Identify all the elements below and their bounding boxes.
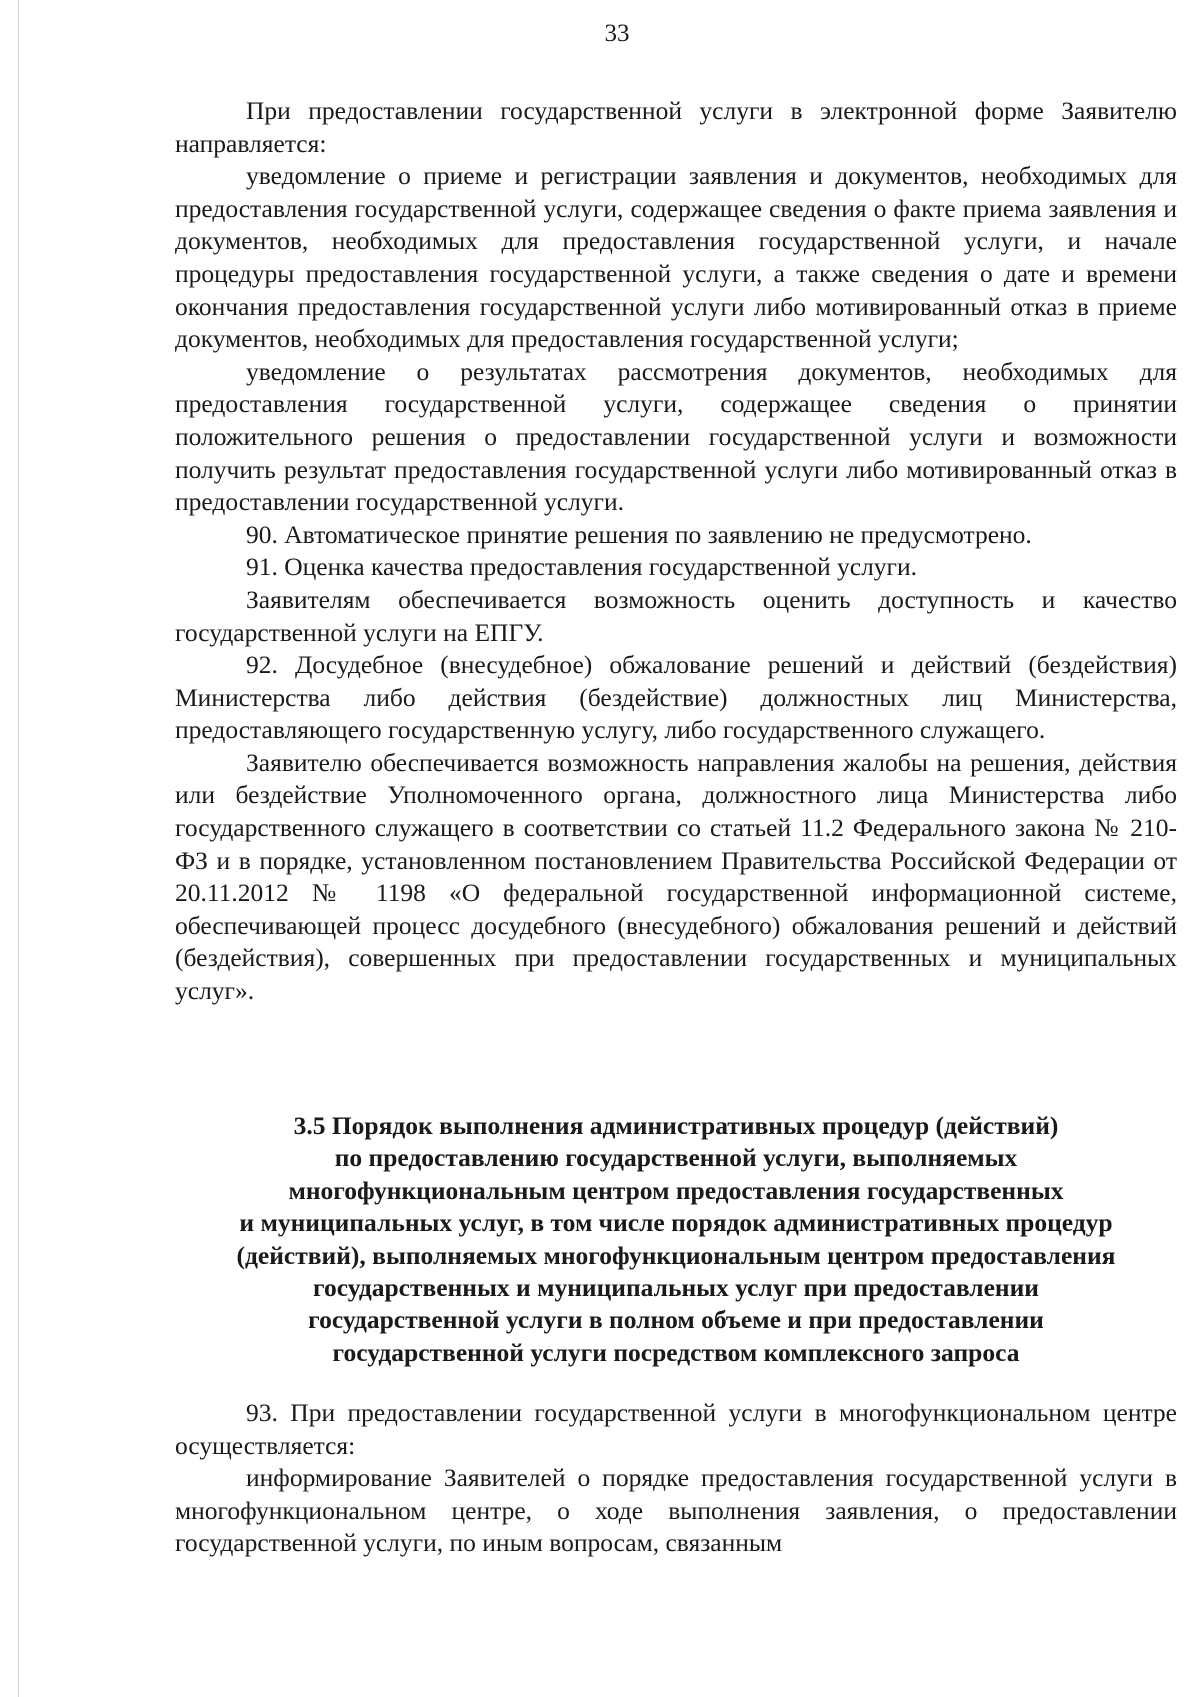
section-heading-line: государственной услуги в полном объеме и при предоставлении — [308, 1305, 1044, 1335]
paragraph-item-92: 92. Досудебное (внесудебное) обжалование решений и действий (бездействия) Министерства либо действия (бездействие) должностных лиц Министерства, предоставляющего государственную услугу, либо государственного служащего. — [175, 650, 1177, 745]
page-number: 33 — [604, 20, 630, 47]
section-heading-line: по предоставлению государственной услуги, выполняемых — [334, 1143, 1018, 1173]
paragraph-item-91: 91. Оценка качества предоставления государственной услуги. — [246, 552, 918, 582]
section-heading-3-5 — [175, 1110, 1177, 1369]
section-heading-line: государственной услуги посредством комплексного запроса — [332, 1337, 1020, 1367]
paragraph-notice-receipt: уведомление о приеме и регистрации заявления и документов, необходимых для предоставления государственной услуги, содержащее сведения о факте приема заявления и документов, необходимых для предоставления государственной услуги, и начале процедуры предоставления государственной услуги, а также сведения о дате и времени окончания предоставления государственной услуги либо мотивированный отказ в приеме документов, необходимых для предоставления государственной услуги; — [175, 161, 1177, 354]
paragraph-complaint: Заявителю обеспечивается возможность направления жалобы на решения, действия или бездействие Уполномоченного органа, должностного лица Министерства либо государственного служащего в соответствии со статьей 11.2 Федерального закона № 210-ФЗ и в порядке, установленном постановлением Правительства Российской Федерации от 20.11.2012 № 1198 «О федеральной государственной информационной системе, обеспечивающей процесс досудебного (внесудебного) обжалования решений и действий (бездействия), совершенных при предоставлении государственных и муниципальных услуг». — [175, 747, 1177, 1006]
section-heading-line: многофункциональным центром предоставления государственных — [288, 1175, 1064, 1205]
paragraph-quality-assessment: Заявителям обеспечивается возможность оценить доступность и качество государственной услуги на ЕПГУ. — [175, 584, 1177, 647]
body-text-upper — [175, 95, 1177, 1008]
section-heading-line: государственных и муниципальных услуг при предоставлении — [313, 1273, 1039, 1303]
paragraph-intro: При предоставлении государственной услуги в электронной форме Заявителю направляется: — [175, 96, 1177, 158]
paragraph-notice-results: уведомление о результатах рассмотрения документов, необходимых для предоставления государственной услуги, содержащее сведения о принятии положительного решения о предоставлении государственной услуги и возможности получить результат предоставления государственной услуги либо мотивированный отказ в предоставлении государственной услуги. — [175, 356, 1177, 517]
body-text-lower — [175, 1397, 1177, 1560]
paragraph-informing: информирование Заявителей о порядке предоставления государственной услуги в многофункциональном центре, о ходе выполнения заявления, о предоставлении государственной услуги, по иным вопросам, связанным — [175, 1463, 1177, 1558]
scan-edge-line — [18, 0, 19, 1697]
section-heading-line: 3.5 Порядок выполнения административных процедур (действий) — [293, 1111, 1059, 1140]
section-heading-line: и муниципальных услуг, в том числе порядок административных процедур — [239, 1208, 1113, 1238]
paragraph-item-93: 93. При предоставлении государственной услуги в многофункциональном центре осуществляется: — [175, 1398, 1177, 1460]
section-heading-line: (действий), выполняемых многофункциональным центром предоставления — [236, 1240, 1116, 1270]
paragraph-item-90: 90. Автоматическое принятие решения по заявлению не предусмотрено. — [246, 519, 1032, 549]
